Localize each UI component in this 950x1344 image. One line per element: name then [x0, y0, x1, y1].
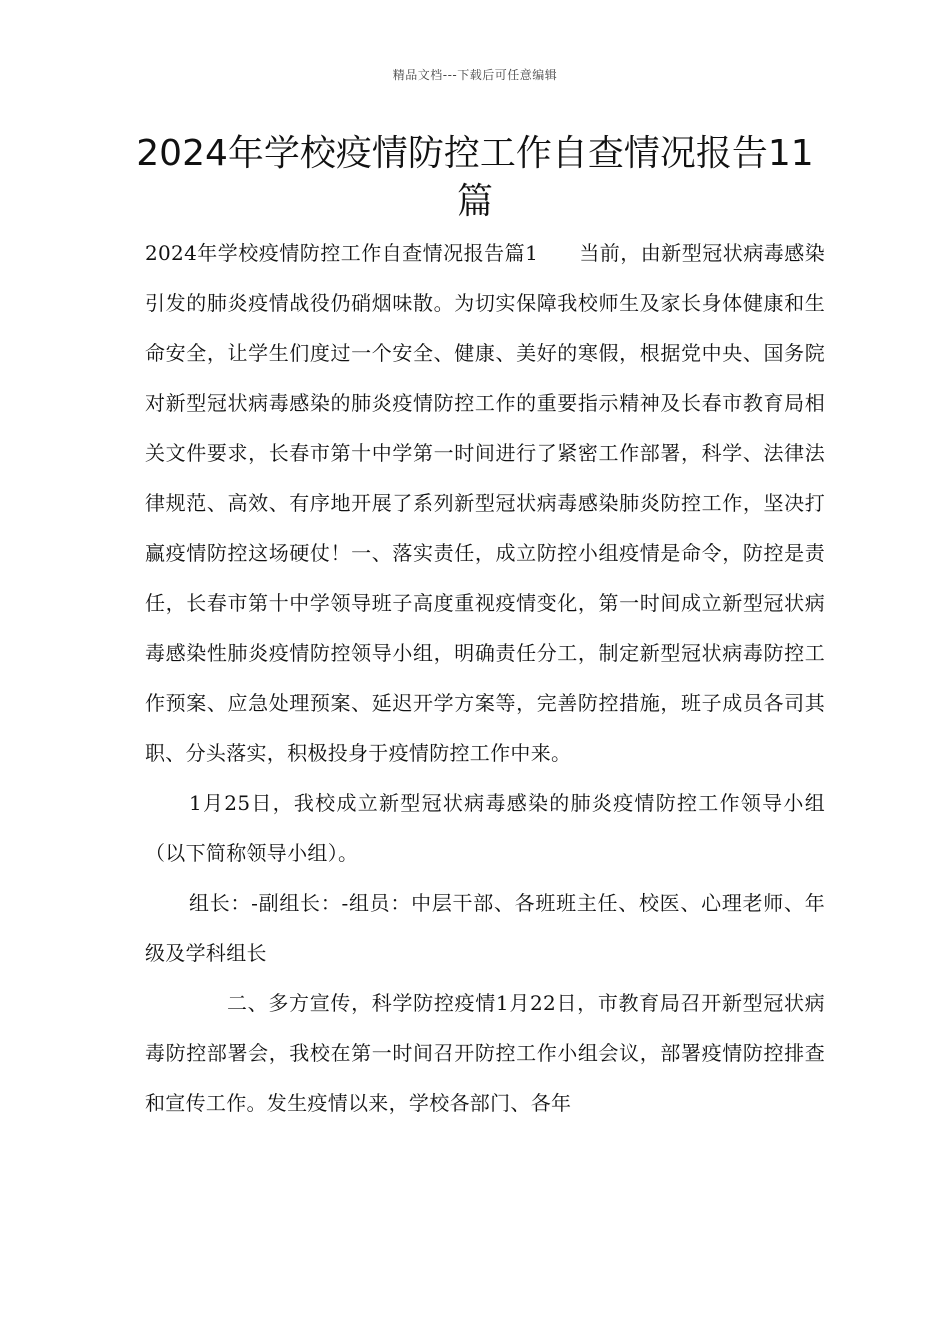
page-header: 精品文档---下载后可任意编辑	[392, 68, 558, 82]
body-paragraph: 2024年学校疫情防控工作自查情况报告篇1 当前，由新型冠状病毒感染引发的肺炎疫情战役仍硝烟味散。为切实保障我校师生及家长身体健康和生命安全，让学生们度过一个安全、健康、美好的寒假，根据党中央、国务院对新型冠状病毒感染的肺炎疫情防控工作的重要指示精神及长春市教育局相关文件要求，长春市第十中学第一时间进行了紧密工作部署，科学、法律法律规范、高效、有序地开展了系列新型冠状病毒感染肺炎防控工作，坚决打赢疫情防控这场硬仗！一、落实责任，成立防控小组疫情是命令，防控是责任，长春市第十中学领导班子高度重视疫情变化，第一时间成立新型冠状病毒感染性肺炎疫情防控领导小组，明确责任分工，制定新型冠状病毒防控工作预案、应急处理预案、延迟开学方案等，完善防控措施，班子成员各司其职、分头落实，积极投身于疫情防控工作中来。	[145, 241, 825, 765]
document-body	[145, 228, 825, 1128]
body-paragraph: 二、多方宣传，科学防控疫情1月22日，市教育局召开新型冠状病毒防控部署会，我校在第一时间召开防控工作小组会议，部署疫情防控排查和宣传工作。发生疫情以来，学校各部门、各年	[145, 991, 825, 1115]
body-paragraph: 1月25日，我校成立新型冠状病毒感染的肺炎疫情防控工作领导小组（以下简称领导小组）。	[145, 791, 825, 865]
document-title: 2024年学校疫情防控工作自查情况报告11篇	[136, 133, 814, 222]
body-paragraph: 组长：-副组长：-组员：中层干部、各班班主任、校医、心理老师、年级及学科组长	[145, 891, 825, 965]
